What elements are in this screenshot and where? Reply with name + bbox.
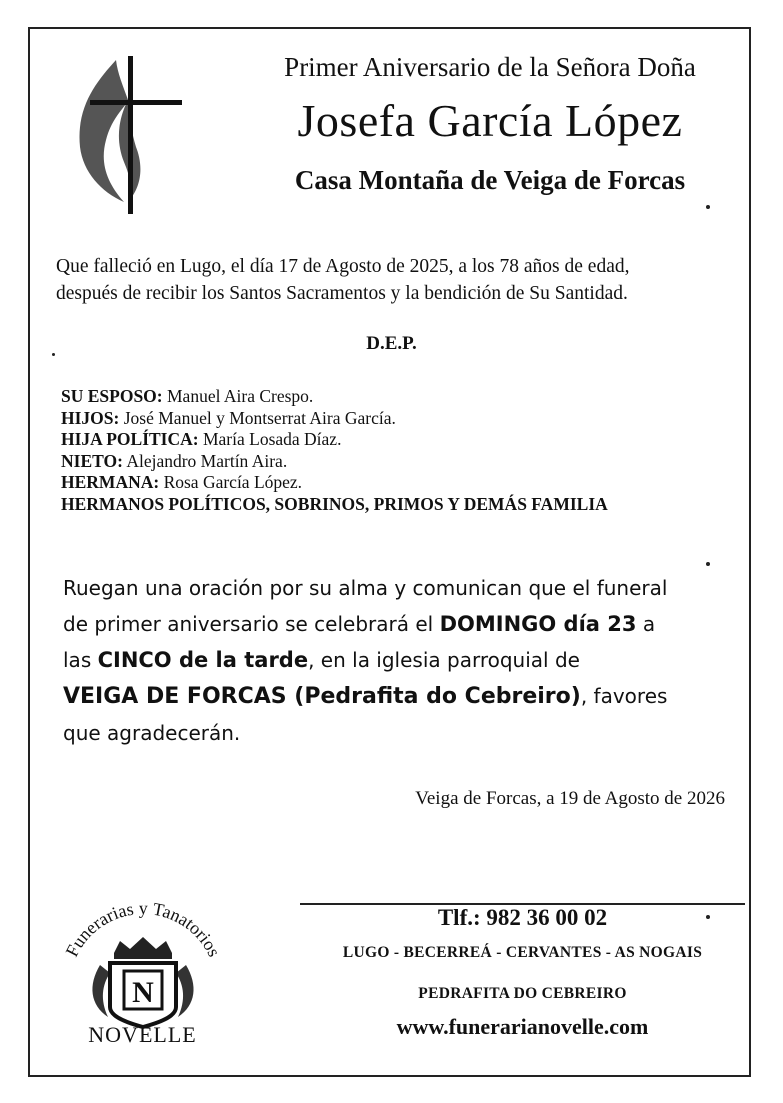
family-value: Rosa García López. <box>159 472 303 492</box>
town-line: PEDRAFITA DO CEBREIRO <box>418 985 627 1002</box>
funeral-place: VEIGA DE FORCAS (Pedrafita do Cebreiro) <box>63 684 581 709</box>
deceased-name: Josefa García López <box>297 95 683 146</box>
funeral-time: CINCO de la tarde <box>97 648 309 672</box>
dep-heading: D.E.P. <box>366 333 417 354</box>
cross-flame-icon <box>66 52 186 218</box>
prayer-fragment: a <box>636 612 656 636</box>
family-label: HIJA POLÍTICA: <box>61 429 199 449</box>
prayer-line: que agradecerán. <box>63 721 241 745</box>
family-value: José Manuel y Montserrat Aira García. <box>119 407 396 428</box>
family-extended: HERMANOS POLÍTICOS, SOBRINOS, PRIMOS Y DEMÁS FAMILIA <box>61 493 608 514</box>
family-row <box>61 386 751 408</box>
family-row <box>61 429 751 451</box>
prayer-line <box>63 606 753 642</box>
family-value: Alejandro Martín Aira. <box>122 450 288 471</box>
prayer-fragment: , favores <box>580 684 668 708</box>
family-row <box>61 472 751 494</box>
funeral-home-name: NOVELLE <box>88 1022 197 1047</box>
family-label: HERMANA: <box>61 472 160 492</box>
family-value: María Losada Díaz. <box>198 429 342 449</box>
prayer-fragment: , en la iglesia parroquial de <box>308 648 580 672</box>
family-list <box>61 386 751 515</box>
scan-speck <box>706 205 710 209</box>
scan-speck <box>52 353 55 356</box>
place-date: Veiga de Forcas, a 19 de Agosto de 2026 <box>415 788 725 809</box>
family-label: SU ESPOSO: <box>61 386 163 406</box>
prayer-line: Ruegan una oración por su alma y comunican que el funeral <box>63 576 668 600</box>
logo-monogram: N <box>132 976 154 1009</box>
prayer-fragment: las <box>63 648 98 672</box>
scan-speck <box>706 915 710 919</box>
prayer-fragment: de primer aniversario se celebrará el <box>63 612 440 636</box>
intro-text <box>56 253 736 307</box>
phone-number: Tlf.: 982 36 00 02 <box>437 905 608 930</box>
logo-arc-text: Funerarias y Tanatorios <box>61 897 225 960</box>
prayer-line <box>63 678 753 715</box>
intro-line: Que falleció en Lugo, el día 17 de Agosto de 2025, a los 78 años de edad, <box>56 256 630 277</box>
towns-list: LUGO - BECERREÁ - CERVANTES - AS NOGAIS <box>342 944 703 961</box>
prayer-text <box>63 570 753 751</box>
family-row <box>61 408 751 430</box>
website-link[interactable]: www.funerarianovelle.com <box>396 1014 649 1039</box>
family-row <box>61 451 751 473</box>
family-label: HIJOS: <box>61 407 120 428</box>
funeral-day: DOMINGO día 23 <box>439 612 637 636</box>
pre-title: Primer Aniversario de la Señora Doña <box>284 52 696 82</box>
prayer-line <box>63 642 753 678</box>
scan-speck <box>706 562 710 566</box>
house-name: Casa Montaña de Veiga de Forcas <box>294 165 686 195</box>
family-label: NIETO: <box>61 450 123 471</box>
intro-line: después de recibir los Santos Sacramentos y la bendición de Su Santidad. <box>56 283 628 304</box>
family-value: Manuel Aira Crespo. <box>162 386 314 406</box>
